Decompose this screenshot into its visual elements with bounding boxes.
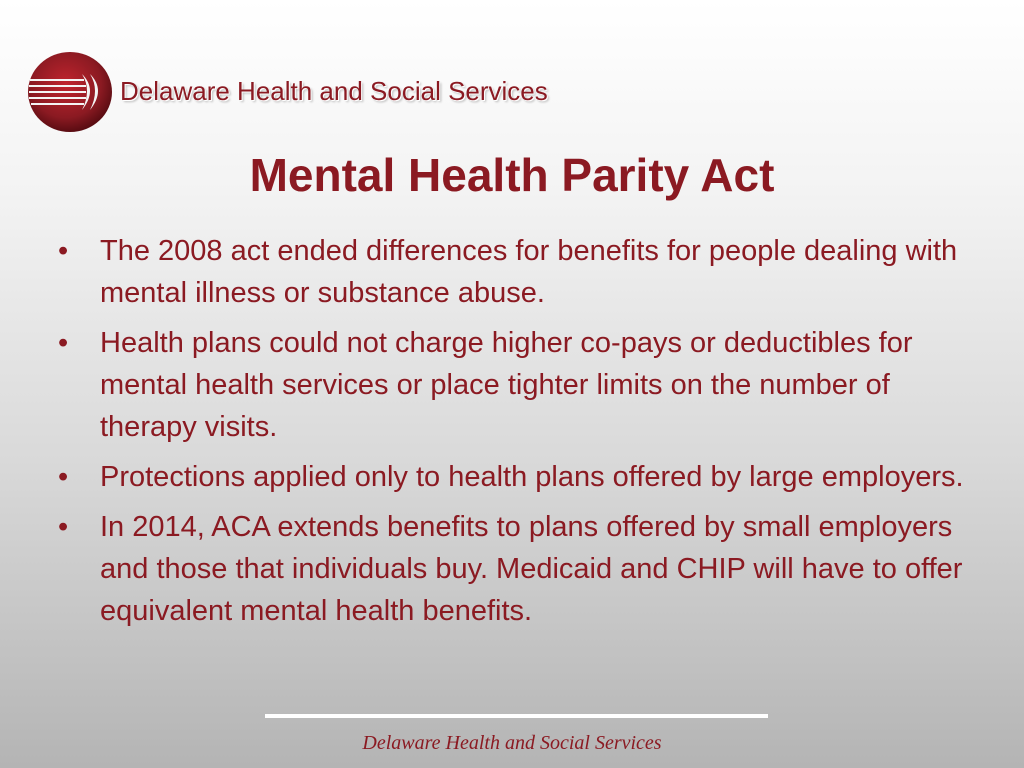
bullet-marker: •	[58, 511, 69, 543]
bullet-text: The 2008 act ended differences for benefits for people dealing with mental illness or substance abuse.	[100, 235, 958, 309]
bullet-item	[58, 506, 978, 632]
bullet-text: Protections applied only to health plans offered by large employers.	[100, 461, 964, 493]
bullet-item	[58, 456, 978, 498]
bullet-item	[58, 322, 978, 448]
bullet-marker: •	[58, 235, 69, 267]
slide-title: Mental Health Parity Act	[249, 149, 775, 201]
organization-name: Delaware Health and Social Services	[120, 76, 548, 106]
footer-text: Delaware Health and Social Services	[362, 732, 662, 754]
bullet-marker: •	[58, 327, 69, 359]
dhss-logo-icon	[26, 50, 114, 134]
bullet-item	[58, 230, 978, 314]
bullet-list	[58, 230, 978, 640]
bullet-text: Health plans could not charge higher co-pays or deductibles for mental health services or place tighter limits on the number of therapy visits.	[100, 327, 913, 443]
bullet-text: In 2014, ACA extends benefits to plans offered by small employers and those that individuals buy. Medicaid and CHIP will have to offer equivalent mental health benefits.	[100, 511, 963, 627]
bullet-marker: •	[58, 461, 69, 493]
footer-divider	[265, 714, 768, 718]
